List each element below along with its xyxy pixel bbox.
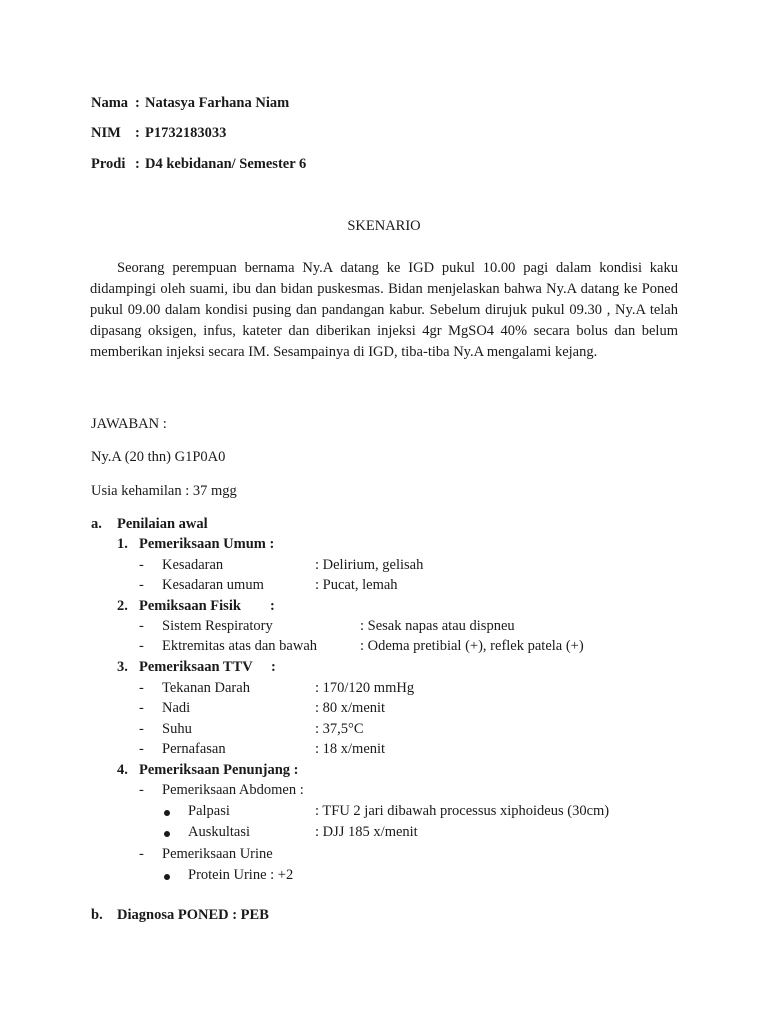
section-b-title: Diagnosa PONED : PEB [117,907,269,923]
ekstremitas-label: Ektremitas atas dan bawah [162,638,318,654]
palpasi-label: Palpasi [188,803,230,819]
protein-urine: Protein Urine : +2 [188,867,294,883]
bullet-icon [164,810,170,816]
row-dash: - [139,680,144,696]
kesadaran-label: Kesadaran [162,557,224,573]
skenario-title: SKENARIO [347,218,421,234]
kesadaran-umum-label: Kesadaran umum [162,577,264,593]
row-dash: - [139,577,144,593]
item-3-title-colon: : [271,659,276,675]
item-2-title-colon: : [270,598,275,614]
row-dash: - [139,846,144,862]
item-3-number: 3. [117,659,128,675]
nadi-label: Nadi [162,700,191,716]
row-dash: - [139,741,144,757]
bullet-icon [164,874,170,880]
item-4-number: 4. [117,762,128,778]
kesadaran-value: : Delirium, gelisah [315,557,424,573]
suhu-label: Suhu [162,721,192,737]
row-dash: - [139,721,144,737]
tekanan-darah-label: Tekanan Darah [162,680,250,696]
respiratory-value: : Sesak napas atau dispneu [360,618,515,634]
section-a-marker: a. [91,516,102,532]
nadi-value: : 80 x/menit [315,700,386,716]
item-2-title: Pemiksaan Fisik [139,598,241,614]
gestation-info: Usia kehamilan : 37 mgg [91,483,237,499]
nim-label: NIM [91,125,121,141]
tekanan-darah-value: : 170/120 mmHg [315,680,415,696]
ekstremitas-value: : Odema pretibial (+), reflek patela (+) [360,638,584,654]
item-1-number: 1. [117,536,128,552]
skenario-paragraph: Seorang perempuan bernama Ny.A datang ke IGD pukul 10.00 pagi dalam kondisi kaku didampingi oleh suami, ibu dan bidan puskesmas. Bidan menjelaskan bahwa Ny.A datang ke Poned pukul 09.00 dalam kondisi pusing dan pandangan kabur. Sebelum dirujuk pukul 09.30 , Ny.A telah dipasang oksigen, infus, kateter dan diberikan injeksi 4gr MgSO4 40% secara bolus dan belum memberikan injeksi secara IM. Sesampainya di IGD, tiba-tiba Ny.A mengalami kejang. [90,260,678,360]
auskultasi-value: : DJJ 185 x/menit [315,824,418,840]
pernafasan-value: : 18 x/menit [315,741,386,757]
jawaban-heading: JAWABAN : [91,416,167,432]
nama-value: Natasya Farhana Niam [145,95,290,111]
kesadaran-umum-value: : Pucat, lemah [315,577,398,593]
bullet-icon [164,831,170,837]
row-dash: - [139,638,144,654]
prodi-value: D4 kebidanan/ Semester 6 [145,156,307,172]
row-dash: - [139,700,144,716]
nim-value: P1732183033 [145,125,227,141]
row-dash: - [139,618,144,634]
suhu-value: : 37,5°C [315,721,364,737]
item-2-number: 2. [117,598,128,614]
nim-colon: : [135,125,140,141]
abdomen-label: Pemeriksaan Abdomen : [162,782,304,798]
prodi-colon: : [135,156,140,172]
row-dash: - [139,557,144,573]
patient-info: Ny.A (20 thn) G1P0A0 [91,449,226,465]
pernafasan-label: Pernafasan [162,741,226,757]
nama-colon: : [135,95,140,111]
item-3-title: Pemeriksaan TTV [139,659,253,675]
respiratory-label: Sistem Respiratory [162,618,273,634]
section-a-title: Penilaian awal [117,516,208,532]
item-4-title: Pemeriksaan Penunjang : [139,762,299,778]
urine-label: Pemeriksaan Urine [162,846,273,862]
nama-label: Nama [91,95,129,111]
palpasi-value: : TFU 2 jari dibawah processus xiphoideus (30cm) [315,803,610,819]
section-b-marker: b. [91,907,103,923]
item-1-title: Pemeriksaan Umum : [139,536,275,552]
row-dash: - [139,782,144,798]
prodi-label: Prodi [91,156,126,172]
auskultasi-label: Auskultasi [188,824,251,840]
